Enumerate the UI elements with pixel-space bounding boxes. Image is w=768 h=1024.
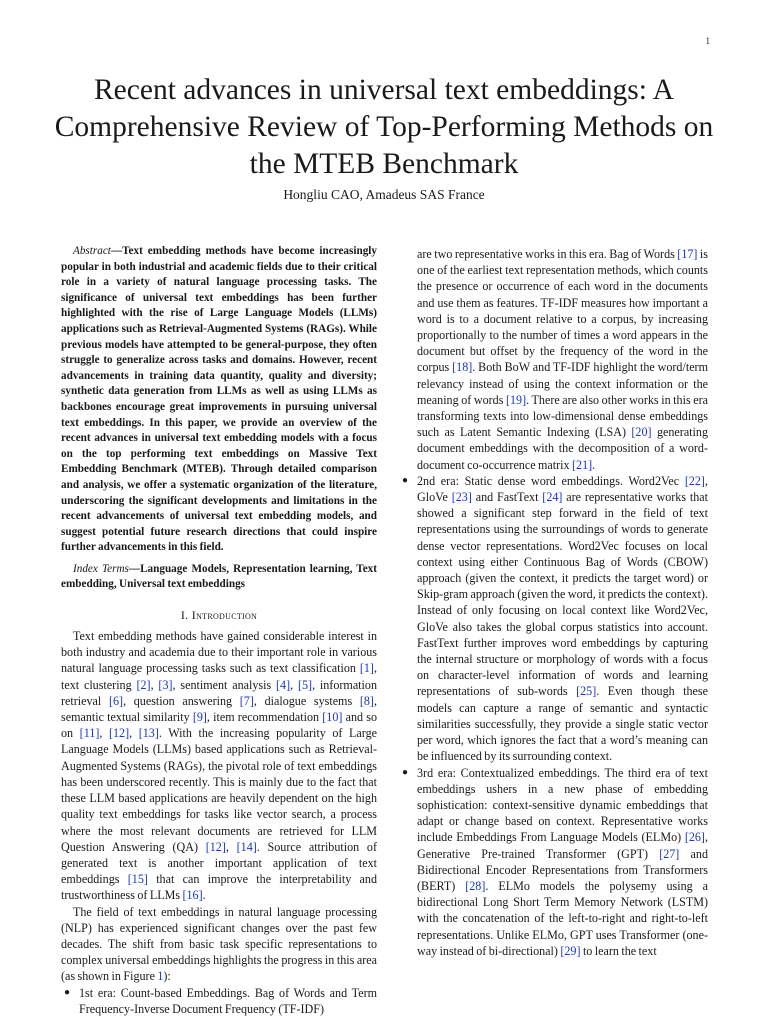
citation-link[interactable]: [19] xyxy=(505,392,527,407)
citation-link[interactable]: [15] xyxy=(127,872,148,887)
era-item-3 xyxy=(399,765,708,959)
citation-link[interactable]: [9] xyxy=(192,710,207,725)
right-column xyxy=(399,246,708,959)
era-list-right xyxy=(399,246,708,959)
era-1-text xyxy=(79,986,377,1016)
section-number: I. xyxy=(180,608,189,623)
text-segment: and so on xyxy=(61,710,378,741)
text-segment: generating document embeddings with the decomposition of a word-document co-occurrence matrix xyxy=(417,425,708,472)
text-segment: , xyxy=(225,839,237,854)
text-segment: 1st era: Count-based Embeddings. Bag of Words and Term Frequency-Inverse Document Frequency (TF-IDF) xyxy=(79,985,377,1016)
text-segment: , information retrieval xyxy=(61,677,378,708)
text-segment: , xyxy=(129,726,139,741)
citation-link[interactable]: [26] xyxy=(684,830,705,845)
era-3-text xyxy=(417,766,708,958)
abstract-text: —Text embedding methods have become increasingly popular in both industrial and academic fields due to their critical role in a variety of natural language processing tasks. The significance of universal text embeddings has been further highlighted with the rise of Large Language Models (LLMs) applications such as Retrieval-Augmented Systems (RAGs). While previous models have attempted to be general-purpose, they often struggle to generalize across tasks and domains. However, recent advancements in training data quantity, quality and diversity; synthetic data generation from LLMs as well as using LLMs as backbones encourage great improvements in pursuing universal text embeddings. In this paper, we provide an overview of the recent advances in universal text embedding models with a focus on the top performing text embeddings on Massive Text Embedding Benchmark (MTEB). Through detailed comparison and analysis, we offer a systematic organization of the literature, underscoring the significant developments and limitations in the recent advancements of universal text embedding models, and suggest potential future research directions that could inspire further advancements in this field. xyxy=(61,245,377,554)
section-title-initial: I xyxy=(191,608,197,623)
citation-link[interactable]: [11] xyxy=(79,726,100,741)
text-segment: that can improve the interpretability and trustworthiness of LLMs xyxy=(61,872,377,903)
citation-link[interactable]: [22] xyxy=(684,473,705,488)
section-title-rest: ntroduction xyxy=(196,608,258,623)
citation-link[interactable]: [24] xyxy=(542,490,563,505)
intro-paragraph-2 xyxy=(61,904,377,985)
era-item-2 xyxy=(399,473,708,765)
bullet-icon: ● xyxy=(402,766,409,778)
text-segment: , xyxy=(290,677,298,692)
bullet-icon: ● xyxy=(64,986,71,998)
text-segment: 3rd era: Contextualized embeddings. The third era of text embeddings ushers in a new phase of embedding sophistication: context-sensitive dynamic embeddings that adapt or change based on context. Representative works include Embeddings From Language Models (ELMo) xyxy=(417,765,708,845)
era-2-text xyxy=(417,474,708,763)
bullet-icon: ● xyxy=(402,474,409,486)
text-segment: . With the increasing popularity of Large Language Models (LLMs) based applications such as Retrieval-Augmented Systems (RAGs), the pivotal role of text embeddings has been underscored recently. This is mainly due to the fact that these LLM based applications are heavily dependent on the high quality text embeddings for tasks like vector search, a process where the most relevant documents are retrieved for LLM Question Answering (QA) xyxy=(61,726,377,854)
citation-link[interactable]: [20] xyxy=(631,425,652,440)
text-segment: The field of text embeddings in natural language processing (NLP) has experienced significant changes over the past few decades. The shift from basic task specific representations to complex universal embeddings highlights the progress in this area (as shown in Figure xyxy=(61,904,377,984)
citation-link[interactable]: [17] xyxy=(677,247,698,261)
text-segment: . ELMo models the polysemy using a bidirectional Long Short Term Memory Network (LSTM) with the concatenation of the left-to-right and right-to-left representations. Unlike ELMo, GPT uses Transformer (one-way instead of bi-directional) xyxy=(417,878,708,958)
text-segment: to learn the text xyxy=(580,943,657,958)
text-segment: . Both BoW and TF-IDF highlight the word/term relevancy instead of using the context information or the meaning of words xyxy=(417,360,708,407)
index-terms-lead: Index Terms xyxy=(73,562,129,575)
index-terms-text: —Language Models, Representation learning, Text embedding, Universal text embeddings xyxy=(61,562,377,591)
text-segment: , Generative Pre-trained Transformer (GPT) xyxy=(417,830,708,861)
citation-link[interactable]: [28] xyxy=(465,878,486,893)
text-segment: . Even though these models can capture a range of semantic and syntactic similarities successfully, they provide a single static vector per word, which ignores the fact that a word’s meaning can be influenced by its surrounding context. xyxy=(417,684,708,764)
citation-link[interactable]: [21] xyxy=(572,457,593,472)
citation-link[interactable]: [10] xyxy=(322,710,343,725)
citation-link[interactable]: [16] xyxy=(182,888,203,903)
text-segment: , xyxy=(150,677,159,692)
text-segment: , question answering xyxy=(123,693,240,708)
citation-link[interactable]: [14] xyxy=(236,839,257,854)
text-segment: . xyxy=(202,888,206,903)
citation-link[interactable]: [23] xyxy=(451,490,472,505)
citation-link[interactable]: [25] xyxy=(576,684,597,699)
text-segment: , item recommendation xyxy=(206,710,323,725)
citation-link[interactable]: [5] xyxy=(297,677,313,692)
era-item-1 xyxy=(61,985,377,1017)
text-segment: , xyxy=(99,726,109,741)
text-segment: , GloVe xyxy=(417,473,708,505)
era-list-left xyxy=(61,985,377,1017)
left-column xyxy=(61,244,377,1017)
text-segment: and Bidirectional Encoder Representations from Transformers (BERT) xyxy=(417,846,708,893)
text-segment: Text embedding methods have gained considerable interest in both industry and academia due to their important role in various natural language processing tasks such as text classification xyxy=(61,629,377,676)
text-segment: 2nd era: Static dense word embeddings. Word2Vec xyxy=(417,473,685,488)
citation-link[interactable]: 1 xyxy=(157,969,164,984)
intro-paragraph-1 xyxy=(61,628,377,903)
text-segment: ): xyxy=(163,969,171,984)
text-segment: , text clustering xyxy=(61,661,377,692)
citation-link[interactable]: [7] xyxy=(239,693,254,708)
citation-link[interactable]: [18] xyxy=(452,360,473,375)
page-number: 1 xyxy=(705,36,710,46)
era-1-continued-text xyxy=(417,247,708,472)
citation-link[interactable]: [3] xyxy=(158,677,173,692)
citation-link[interactable]: [1] xyxy=(359,661,374,676)
author-line: Hongliu CAO, Amadeus SAS France xyxy=(283,187,485,202)
era-item-1-continued xyxy=(399,246,708,473)
text-segment: and FastText xyxy=(471,490,543,505)
text-segment: , sentiment analysis xyxy=(172,677,276,692)
text-segment: , semantic textual similarity xyxy=(61,693,377,725)
text-segment: are representative works that showed a significant step forward in the field of text representations using the surroundings of words to generate dense vector representations. Word2Vec focuses on local context using either Continuous Bag of Words (CBOW) approach (given the context, it predicts the target word) or Skip-gram approach (given the word, it predicts the context). Instead of only focusing on local context like Word2Vec, GloVe also takes the global corpus statistics into account. FastText further improves word embeddings by capturing the internal structure or morphology of words with a focus on character-level information of words and learning representations of sub-words xyxy=(417,490,709,699)
citation-link[interactable]: [8] xyxy=(359,693,374,708)
citation-link[interactable]: [29] xyxy=(560,943,581,958)
paper-title: Recent advances in universal text embeddings: A Comprehensive Review of Top-Performing Methods on the MTEB Benchmark xyxy=(54,74,714,180)
section-heading xyxy=(61,608,377,623)
citation-link[interactable]: [2] xyxy=(136,677,151,692)
index-terms xyxy=(61,562,377,593)
citation-link[interactable]: [12] xyxy=(205,839,226,854)
text-segment: . There are also other works in this era transforming texts into low-dimensional dense embeddings such as Latent Semantic Indexing (LSA) xyxy=(417,392,708,440)
citation-link[interactable]: [6] xyxy=(108,693,124,708)
text-segment: is one of the earliest text representation methods, which counts the presence or occurrence of each word in the documents and use them as features. TF-IDF measures how important a word is to a document relative to a corpus, by increasing proportionally to the number of times a word appears in the document but offset by the frequency of the word in the corpus xyxy=(417,247,708,375)
text-segment: . xyxy=(592,457,596,472)
text-segment: . Source attribution of generated text is another important application of text embeddings xyxy=(61,839,377,887)
text-segment: are two representative works in this era. Bag of Words xyxy=(417,247,678,261)
citation-link[interactable]: [4] xyxy=(276,677,291,692)
citation-link[interactable]: [12] xyxy=(108,726,130,741)
abstract xyxy=(61,244,377,556)
citation-link[interactable]: [13] xyxy=(138,726,159,741)
citation-link[interactable]: [27] xyxy=(659,846,680,861)
text-segment: , dialogue systems xyxy=(253,693,360,708)
abstract-lead: Abstract xyxy=(73,245,111,257)
